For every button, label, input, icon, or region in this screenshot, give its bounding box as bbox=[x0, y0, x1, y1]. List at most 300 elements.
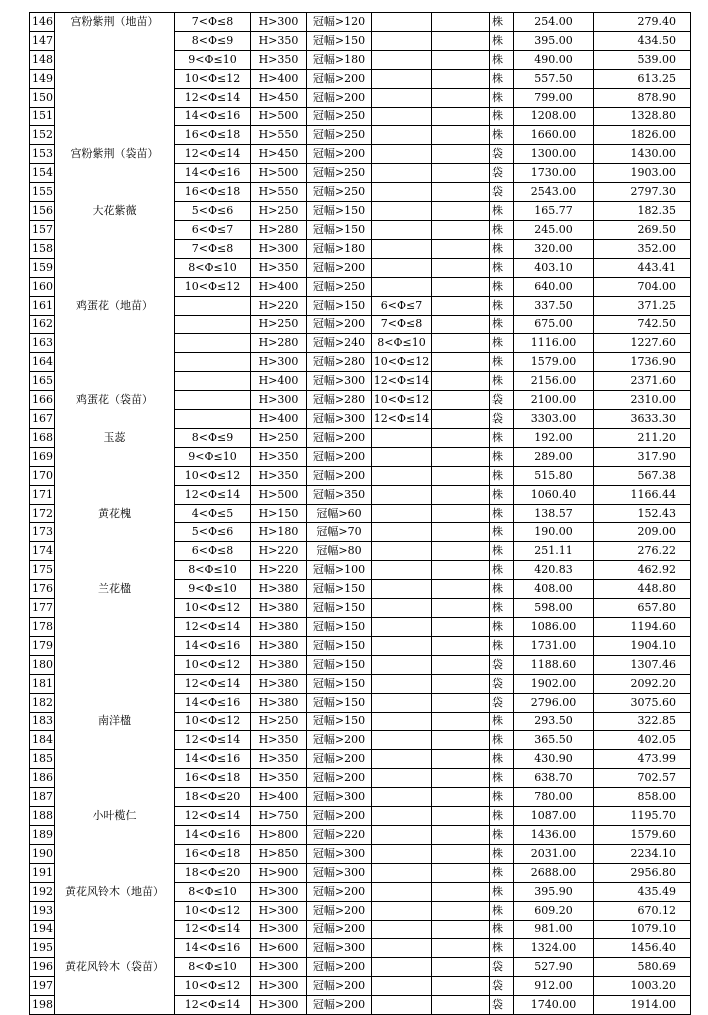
extra-spec bbox=[372, 485, 432, 504]
extra-spec bbox=[372, 788, 432, 807]
price-excl: 675.00 bbox=[514, 315, 594, 334]
row-number: 162 bbox=[30, 315, 55, 334]
unit: 株 bbox=[490, 466, 514, 485]
row-number: 176 bbox=[30, 580, 55, 599]
extra-spec bbox=[372, 13, 432, 32]
price-excl: 1324.00 bbox=[514, 939, 594, 958]
crown-spec: 冠幅>200 bbox=[307, 88, 372, 107]
trunk-diameter: 18<Φ≤20 bbox=[175, 788, 251, 807]
unit: 株 bbox=[490, 939, 514, 958]
plant-name bbox=[55, 258, 175, 277]
height-spec: H>350 bbox=[251, 447, 307, 466]
crown-spec: 冠幅>150 bbox=[307, 296, 372, 315]
height-spec: H>600 bbox=[251, 939, 307, 958]
crown-spec: 冠幅>70 bbox=[307, 523, 372, 542]
price-incl: 1826.00 bbox=[594, 126, 691, 145]
blank-cell bbox=[432, 258, 490, 277]
price-incl: 1166.44 bbox=[594, 485, 691, 504]
row-number: 193 bbox=[30, 901, 55, 920]
unit: 株 bbox=[490, 844, 514, 863]
price-incl: 2310.00 bbox=[594, 391, 691, 410]
table-row bbox=[30, 334, 691, 353]
height-spec: H>850 bbox=[251, 844, 307, 863]
plant-name bbox=[55, 466, 175, 485]
row-number: 196 bbox=[30, 958, 55, 977]
blank-cell bbox=[432, 788, 490, 807]
extra-spec bbox=[372, 126, 432, 145]
blank-cell bbox=[432, 901, 490, 920]
extra-spec bbox=[372, 731, 432, 750]
price-excl: 408.00 bbox=[514, 580, 594, 599]
price-incl: 182.35 bbox=[594, 202, 691, 221]
row-number: 184 bbox=[30, 731, 55, 750]
extra-spec bbox=[372, 996, 432, 1015]
height-spec: H>280 bbox=[251, 334, 307, 353]
plant-name bbox=[55, 315, 175, 334]
height-spec: H>380 bbox=[251, 580, 307, 599]
row-number: 152 bbox=[30, 126, 55, 145]
unit: 株 bbox=[490, 825, 514, 844]
price-excl: 1208.00 bbox=[514, 107, 594, 126]
height-spec: H>150 bbox=[251, 504, 307, 523]
trunk-diameter: 12<Φ≤14 bbox=[175, 674, 251, 693]
plant-name bbox=[55, 523, 175, 542]
trunk-diameter: 14<Φ≤16 bbox=[175, 107, 251, 126]
plant-name bbox=[55, 107, 175, 126]
blank-cell bbox=[432, 466, 490, 485]
price-excl: 165.77 bbox=[514, 202, 594, 221]
row-number: 153 bbox=[30, 145, 55, 164]
price-excl: 527.90 bbox=[514, 958, 594, 977]
price-excl: 598.00 bbox=[514, 599, 594, 618]
crown-spec: 冠幅>150 bbox=[307, 599, 372, 618]
price-incl: 2797.30 bbox=[594, 183, 691, 202]
table-row bbox=[30, 825, 691, 844]
extra-spec bbox=[372, 939, 432, 958]
table-row bbox=[30, 731, 691, 750]
table-row bbox=[30, 13, 691, 32]
table-row bbox=[30, 599, 691, 618]
blank-cell bbox=[432, 334, 490, 353]
trunk-diameter: 12<Φ≤14 bbox=[175, 996, 251, 1015]
price-incl: 670.12 bbox=[594, 901, 691, 920]
row-number: 191 bbox=[30, 863, 55, 882]
price-incl: 352.00 bbox=[594, 239, 691, 258]
plant-name bbox=[55, 731, 175, 750]
price-incl: 1079.10 bbox=[594, 920, 691, 939]
price-incl: 434.50 bbox=[594, 31, 691, 50]
height-spec: H>250 bbox=[251, 315, 307, 334]
price-incl: 371.25 bbox=[594, 296, 691, 315]
table-row bbox=[30, 447, 691, 466]
price-incl: 1430.00 bbox=[594, 145, 691, 164]
table-row bbox=[30, 183, 691, 202]
crown-spec: 冠幅>200 bbox=[307, 769, 372, 788]
blank-cell bbox=[432, 561, 490, 580]
trunk-diameter: 18<Φ≤20 bbox=[175, 863, 251, 882]
price-incl: 657.80 bbox=[594, 599, 691, 618]
unit: 株 bbox=[490, 788, 514, 807]
blank-cell bbox=[432, 50, 490, 69]
plant-name bbox=[55, 31, 175, 50]
extra-spec bbox=[372, 901, 432, 920]
plant-name bbox=[55, 825, 175, 844]
price-excl: 1902.00 bbox=[514, 674, 594, 693]
row-number: 163 bbox=[30, 334, 55, 353]
height-spec: H>300 bbox=[251, 901, 307, 920]
plant-name: 黄花风铃木（地苗） bbox=[55, 882, 175, 901]
blank-cell bbox=[432, 277, 490, 296]
row-number: 194 bbox=[30, 920, 55, 939]
row-number: 175 bbox=[30, 561, 55, 580]
trunk-diameter: 8<Φ≤9 bbox=[175, 31, 251, 50]
unit: 袋 bbox=[490, 145, 514, 164]
extra-spec: 6<Φ≤7 bbox=[372, 296, 432, 315]
trunk-diameter: 8<Φ≤10 bbox=[175, 258, 251, 277]
plant-name bbox=[55, 88, 175, 107]
unit: 株 bbox=[490, 31, 514, 50]
trunk-diameter bbox=[175, 296, 251, 315]
extra-spec: 10<Φ≤12 bbox=[372, 353, 432, 372]
price-incl: 1914.00 bbox=[594, 996, 691, 1015]
plant-name bbox=[55, 183, 175, 202]
extra-spec bbox=[372, 882, 432, 901]
crown-spec: 冠幅>200 bbox=[307, 920, 372, 939]
blank-cell bbox=[432, 542, 490, 561]
plant-name bbox=[55, 334, 175, 353]
row-number: 150 bbox=[30, 88, 55, 107]
extra-spec bbox=[372, 50, 432, 69]
height-spec: H>300 bbox=[251, 882, 307, 901]
row-number: 154 bbox=[30, 164, 55, 183]
price-excl: 1436.00 bbox=[514, 825, 594, 844]
extra-spec: 8<Φ≤10 bbox=[372, 334, 432, 353]
price-excl: 1660.00 bbox=[514, 126, 594, 145]
extra-spec bbox=[372, 466, 432, 485]
unit: 袋 bbox=[490, 391, 514, 410]
extra-spec: 12<Φ≤14 bbox=[372, 372, 432, 391]
crown-spec: 冠幅>200 bbox=[307, 882, 372, 901]
extra-spec bbox=[372, 542, 432, 561]
price-excl: 192.00 bbox=[514, 428, 594, 447]
blank-cell bbox=[432, 88, 490, 107]
crown-spec: 冠幅>200 bbox=[307, 145, 372, 164]
extra-spec bbox=[372, 523, 432, 542]
trunk-diameter: 9<Φ≤10 bbox=[175, 580, 251, 599]
table-row bbox=[30, 485, 691, 504]
trunk-diameter: 8<Φ≤10 bbox=[175, 882, 251, 901]
price-excl: 1579.00 bbox=[514, 353, 594, 372]
price-incl: 1307.46 bbox=[594, 655, 691, 674]
height-spec: H>300 bbox=[251, 920, 307, 939]
extra-spec bbox=[372, 636, 432, 655]
table-row bbox=[30, 901, 691, 920]
price-incl: 317.90 bbox=[594, 447, 691, 466]
plant-name bbox=[55, 901, 175, 920]
row-number: 195 bbox=[30, 939, 55, 958]
unit: 株 bbox=[490, 580, 514, 599]
plant-name bbox=[55, 788, 175, 807]
extra-spec bbox=[372, 164, 432, 183]
row-number: 182 bbox=[30, 693, 55, 712]
trunk-diameter: 14<Φ≤16 bbox=[175, 750, 251, 769]
extra-spec bbox=[372, 88, 432, 107]
trunk-diameter: 14<Φ≤16 bbox=[175, 636, 251, 655]
blank-cell bbox=[432, 315, 490, 334]
blank-cell bbox=[432, 107, 490, 126]
height-spec: H>500 bbox=[251, 485, 307, 504]
blank-cell bbox=[432, 31, 490, 50]
crown-spec: 冠幅>200 bbox=[307, 750, 372, 769]
price-excl: 640.00 bbox=[514, 277, 594, 296]
height-spec: H>300 bbox=[251, 958, 307, 977]
plant-name bbox=[55, 220, 175, 239]
row-number: 197 bbox=[30, 977, 55, 996]
row-number: 188 bbox=[30, 807, 55, 826]
table-row bbox=[30, 126, 691, 145]
table-row bbox=[30, 410, 691, 429]
unit: 株 bbox=[490, 277, 514, 296]
blank-cell bbox=[432, 353, 490, 372]
plant-name bbox=[55, 693, 175, 712]
price-incl: 152.43 bbox=[594, 504, 691, 523]
height-spec: H>450 bbox=[251, 88, 307, 107]
price-incl: 209.00 bbox=[594, 523, 691, 542]
row-number: 185 bbox=[30, 750, 55, 769]
blank-cell bbox=[432, 504, 490, 523]
price-excl: 395.00 bbox=[514, 31, 594, 50]
trunk-diameter: 16<Φ≤18 bbox=[175, 183, 251, 202]
trunk-diameter: 14<Φ≤16 bbox=[175, 164, 251, 183]
unit: 袋 bbox=[490, 996, 514, 1015]
price-incl: 3075.60 bbox=[594, 693, 691, 712]
price-incl: 1579.60 bbox=[594, 825, 691, 844]
table-row bbox=[30, 636, 691, 655]
unit: 株 bbox=[490, 561, 514, 580]
unit: 株 bbox=[490, 13, 514, 32]
price-excl: 2031.00 bbox=[514, 844, 594, 863]
height-spec: H>280 bbox=[251, 220, 307, 239]
plant-name bbox=[55, 920, 175, 939]
height-spec: H>400 bbox=[251, 69, 307, 88]
unit: 株 bbox=[490, 807, 514, 826]
unit: 株 bbox=[490, 731, 514, 750]
crown-spec: 冠幅>200 bbox=[307, 977, 372, 996]
unit: 袋 bbox=[490, 164, 514, 183]
row-number: 198 bbox=[30, 996, 55, 1015]
price-incl: 2234.10 bbox=[594, 844, 691, 863]
unit: 株 bbox=[490, 636, 514, 655]
crown-spec: 冠幅>150 bbox=[307, 636, 372, 655]
unit: 袋 bbox=[490, 693, 514, 712]
price-incl: 580.69 bbox=[594, 958, 691, 977]
plant-name: 南洋楹 bbox=[55, 712, 175, 731]
table-row bbox=[30, 788, 691, 807]
blank-cell bbox=[432, 485, 490, 504]
trunk-diameter: 10<Φ≤12 bbox=[175, 655, 251, 674]
blank-cell bbox=[432, 693, 490, 712]
price-incl: 279.40 bbox=[594, 13, 691, 32]
unit: 株 bbox=[490, 712, 514, 731]
unit: 株 bbox=[490, 769, 514, 788]
trunk-diameter: 10<Φ≤12 bbox=[175, 69, 251, 88]
crown-spec: 冠幅>250 bbox=[307, 126, 372, 145]
row-number: 165 bbox=[30, 372, 55, 391]
blank-cell bbox=[432, 202, 490, 221]
price-excl: 2796.00 bbox=[514, 693, 594, 712]
extra-spec bbox=[372, 145, 432, 164]
price-incl: 435.49 bbox=[594, 882, 691, 901]
extra-spec: 7<Φ≤8 bbox=[372, 315, 432, 334]
price-incl: 462.92 bbox=[594, 561, 691, 580]
price-incl: 448.80 bbox=[594, 580, 691, 599]
table-row bbox=[30, 353, 691, 372]
crown-spec: 冠幅>250 bbox=[307, 277, 372, 296]
unit: 株 bbox=[490, 315, 514, 334]
trunk-diameter: 10<Φ≤12 bbox=[175, 277, 251, 296]
price-excl: 190.00 bbox=[514, 523, 594, 542]
price-incl: 2956.80 bbox=[594, 863, 691, 882]
height-spec: H>380 bbox=[251, 618, 307, 637]
height-spec: H>220 bbox=[251, 296, 307, 315]
extra-spec bbox=[372, 750, 432, 769]
plant-name bbox=[55, 844, 175, 863]
trunk-diameter: 16<Φ≤18 bbox=[175, 126, 251, 145]
trunk-diameter bbox=[175, 353, 251, 372]
extra-spec bbox=[372, 825, 432, 844]
plant-name bbox=[55, 126, 175, 145]
plant-name: 黄花槐 bbox=[55, 504, 175, 523]
crown-spec: 冠幅>200 bbox=[307, 315, 372, 334]
unit: 株 bbox=[490, 523, 514, 542]
height-spec: H>500 bbox=[251, 107, 307, 126]
unit: 袋 bbox=[490, 674, 514, 693]
price-incl: 858.00 bbox=[594, 788, 691, 807]
table-row bbox=[30, 296, 691, 315]
table-row bbox=[30, 561, 691, 580]
row-number: 186 bbox=[30, 769, 55, 788]
height-spec: H>550 bbox=[251, 126, 307, 145]
extra-spec bbox=[372, 258, 432, 277]
height-spec: H>350 bbox=[251, 731, 307, 750]
height-spec: H>750 bbox=[251, 807, 307, 826]
price-incl: 1904.10 bbox=[594, 636, 691, 655]
price-incl: 539.00 bbox=[594, 50, 691, 69]
height-spec: H>350 bbox=[251, 50, 307, 69]
height-spec: H>350 bbox=[251, 31, 307, 50]
price-excl: 1086.00 bbox=[514, 618, 594, 637]
table-row bbox=[30, 391, 691, 410]
trunk-diameter bbox=[175, 372, 251, 391]
blank-cell bbox=[432, 977, 490, 996]
crown-spec: 冠幅>150 bbox=[307, 674, 372, 693]
price-excl: 780.00 bbox=[514, 788, 594, 807]
table-row bbox=[30, 220, 691, 239]
table-row bbox=[30, 655, 691, 674]
table-row bbox=[30, 107, 691, 126]
price-incl: 2092.20 bbox=[594, 674, 691, 693]
crown-spec: 冠幅>200 bbox=[307, 958, 372, 977]
price-excl: 2156.00 bbox=[514, 372, 594, 391]
trunk-diameter: 7<Φ≤8 bbox=[175, 13, 251, 32]
plant-name bbox=[55, 939, 175, 958]
extra-spec bbox=[372, 220, 432, 239]
crown-spec: 冠幅>200 bbox=[307, 996, 372, 1015]
table-row bbox=[30, 958, 691, 977]
price-excl: 799.00 bbox=[514, 88, 594, 107]
plant-name bbox=[55, 485, 175, 504]
price-incl: 1195.70 bbox=[594, 807, 691, 826]
height-spec: H>350 bbox=[251, 258, 307, 277]
row-number: 173 bbox=[30, 523, 55, 542]
price-excl: 1116.00 bbox=[514, 334, 594, 353]
crown-spec: 冠幅>180 bbox=[307, 239, 372, 258]
price-excl: 337.50 bbox=[514, 296, 594, 315]
blank-cell bbox=[432, 447, 490, 466]
extra-spec bbox=[372, 202, 432, 221]
height-spec: H>380 bbox=[251, 693, 307, 712]
blank-cell bbox=[432, 183, 490, 202]
crown-spec: 冠幅>150 bbox=[307, 580, 372, 599]
extra-spec bbox=[372, 428, 432, 447]
plant-name: 玉蕊 bbox=[55, 428, 175, 447]
crown-spec: 冠幅>240 bbox=[307, 334, 372, 353]
price-incl: 1194.60 bbox=[594, 618, 691, 637]
plant-name bbox=[55, 50, 175, 69]
blank-cell bbox=[432, 523, 490, 542]
plant-name bbox=[55, 447, 175, 466]
crown-spec: 冠幅>200 bbox=[307, 731, 372, 750]
unit: 株 bbox=[490, 239, 514, 258]
plant-name bbox=[55, 542, 175, 561]
blank-cell bbox=[432, 655, 490, 674]
unit: 株 bbox=[490, 504, 514, 523]
crown-spec: 冠幅>200 bbox=[307, 69, 372, 88]
crown-spec: 冠幅>100 bbox=[307, 561, 372, 580]
trunk-diameter: 14<Φ≤16 bbox=[175, 825, 251, 844]
unit: 株 bbox=[490, 901, 514, 920]
unit: 株 bbox=[490, 69, 514, 88]
price-incl: 702.57 bbox=[594, 769, 691, 788]
unit: 株 bbox=[490, 258, 514, 277]
trunk-diameter: 9<Φ≤10 bbox=[175, 447, 251, 466]
height-spec: H>400 bbox=[251, 372, 307, 391]
table-row bbox=[30, 750, 691, 769]
price-incl: 704.00 bbox=[594, 277, 691, 296]
row-number: 171 bbox=[30, 485, 55, 504]
price-excl: 609.20 bbox=[514, 901, 594, 920]
height-spec: H>400 bbox=[251, 277, 307, 296]
extra-spec bbox=[372, 277, 432, 296]
row-number: 189 bbox=[30, 825, 55, 844]
price-incl: 742.50 bbox=[594, 315, 691, 334]
row-number: 177 bbox=[30, 599, 55, 618]
price-excl: 420.83 bbox=[514, 561, 594, 580]
blank-cell bbox=[432, 844, 490, 863]
row-number: 180 bbox=[30, 655, 55, 674]
table-row bbox=[30, 807, 691, 826]
row-number: 151 bbox=[30, 107, 55, 126]
height-spec: H>400 bbox=[251, 788, 307, 807]
trunk-diameter: 10<Φ≤12 bbox=[175, 712, 251, 731]
table-row bbox=[30, 618, 691, 637]
table-row bbox=[30, 920, 691, 939]
height-spec: H>180 bbox=[251, 523, 307, 542]
price-excl: 515.80 bbox=[514, 466, 594, 485]
height-spec: H>350 bbox=[251, 769, 307, 788]
extra-spec bbox=[372, 618, 432, 637]
blank-cell bbox=[432, 220, 490, 239]
